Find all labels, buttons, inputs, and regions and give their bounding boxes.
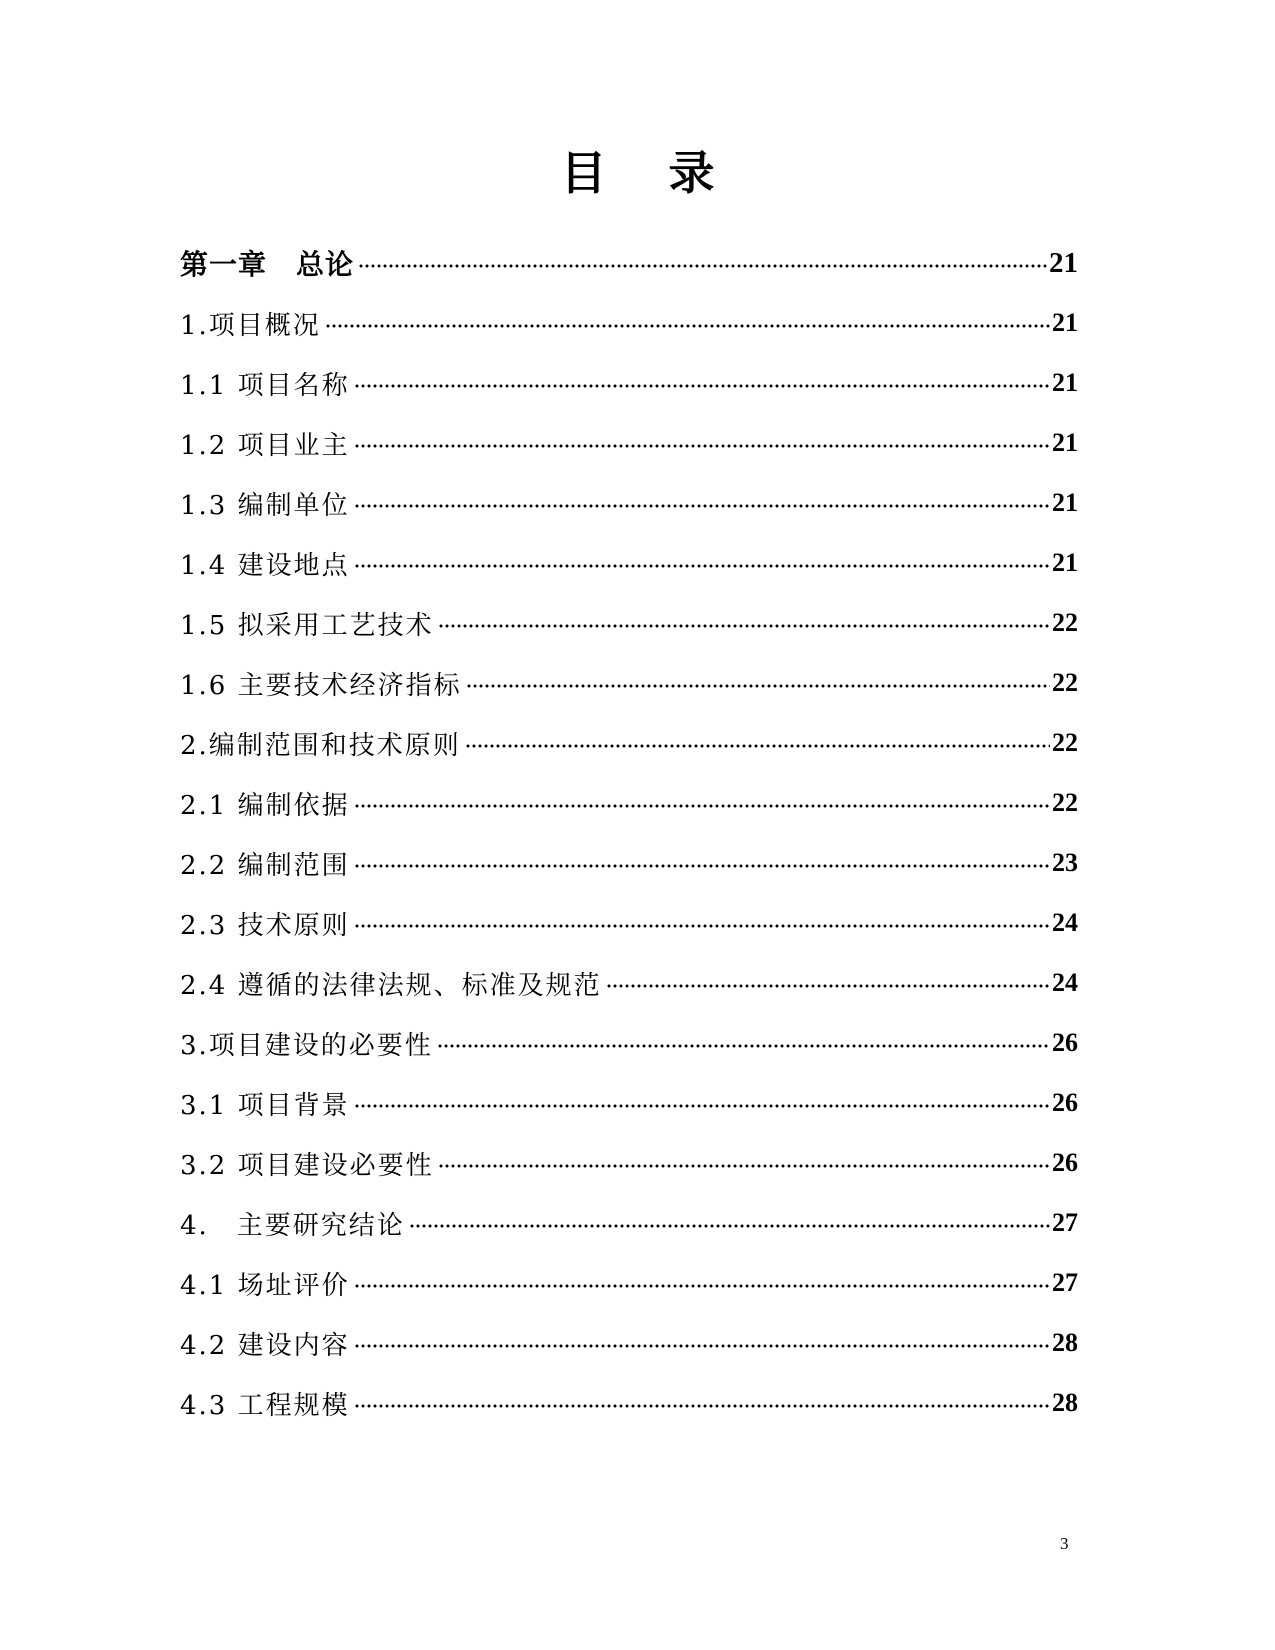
toc-entry (180, 353, 1078, 413)
toc-entry (180, 1313, 1078, 1373)
dot-leader (606, 982, 1050, 990)
toc-entry-page: 21 (1052, 308, 1078, 337)
toc-entry-page: 21 (1052, 488, 1078, 517)
dot-leader (437, 1042, 1050, 1050)
dot-leader (354, 862, 1050, 870)
toc-entry-label: 1.项目概况 (180, 310, 321, 341)
toc-entry-page: 21 (1052, 548, 1078, 577)
toc-entry (180, 653, 1078, 713)
dot-leader (466, 682, 1050, 690)
toc-entry (180, 1013, 1078, 1073)
page-number: 3 (1060, 1534, 1069, 1553)
toc-entry-label: 1.6 主要技术经济指标 (180, 670, 462, 701)
toc-entry (180, 893, 1078, 953)
toc-entry-label: 3.2 项目建设必要性 (180, 1150, 434, 1181)
dot-leader (354, 442, 1050, 450)
toc-entry (180, 833, 1078, 893)
dot-leader (354, 382, 1050, 390)
page-title: 目 录 (560, 146, 723, 200)
toc-entry-page: 22 (1052, 668, 1078, 697)
toc-entry-label: 2.编制范围和技术原则 (180, 730, 461, 761)
toc-entry-label: 1.3 编制单位 (180, 490, 350, 521)
toc-entry (180, 953, 1078, 1013)
dot-leader (409, 1222, 1050, 1230)
dot-leader (354, 1342, 1050, 1350)
toc-entry-page: 24 (1052, 908, 1078, 937)
toc-entry (180, 593, 1078, 653)
toc-entry-label: 第一章 总论 (180, 248, 355, 281)
toc-entry (180, 1133, 1078, 1193)
toc-entry-label: 4.2 建设内容 (180, 1330, 350, 1361)
toc-entry-page: 28 (1052, 1328, 1078, 1357)
toc-entry (180, 1373, 1078, 1433)
toc-entry (180, 1193, 1078, 1253)
toc-entry-label: 2.2 编制范围 (180, 850, 350, 881)
table-of-contents (180, 233, 1078, 1433)
dot-leader (358, 262, 1047, 270)
toc-entry-page: 21 (1052, 428, 1078, 457)
toc-entry-label: 1.2 项目业主 (180, 430, 350, 461)
toc-entry-label: 2.1 编制依据 (180, 790, 350, 821)
toc-entry-label: 4.1 场址评价 (180, 1270, 350, 1301)
toc-entry-label: 2.3 技术原则 (180, 910, 350, 941)
dot-leader (438, 622, 1050, 630)
dot-leader (354, 1282, 1050, 1290)
dot-leader (465, 742, 1050, 750)
toc-entry (180, 1073, 1078, 1133)
toc-entry (180, 713, 1078, 773)
dot-leader (354, 562, 1050, 570)
toc-entry-page: 22 (1052, 608, 1078, 637)
dot-leader (354, 1402, 1050, 1410)
toc-entry-page: 24 (1052, 968, 1078, 997)
toc-entry (180, 773, 1078, 833)
toc-entry-page: 22 (1052, 728, 1078, 757)
toc-entry-page: 26 (1052, 1148, 1078, 1177)
dot-leader (354, 922, 1050, 930)
toc-entry (180, 413, 1078, 473)
toc-entry-page: 21 (1049, 246, 1078, 279)
toc-entry-page: 26 (1052, 1028, 1078, 1057)
toc-entry-label: 1.1 项目名称 (180, 370, 350, 401)
toc-entry (180, 533, 1078, 593)
toc-entry (180, 233, 1078, 293)
toc-entry-page: 26 (1052, 1088, 1078, 1117)
toc-entry (180, 473, 1078, 533)
toc-entry-label: 3.项目建设的必要性 (180, 1030, 433, 1061)
toc-entry-label: 1.5 拟采用工艺技术 (180, 610, 434, 641)
dot-leader (354, 1102, 1050, 1110)
toc-entry-page: 27 (1052, 1268, 1078, 1297)
toc-entry-label: 4.3 工程规模 (180, 1390, 350, 1421)
toc-entry (180, 1253, 1078, 1313)
dot-leader (438, 1162, 1050, 1170)
toc-entry-label: 4. 主要研究结论 (180, 1210, 405, 1241)
toc-entry-label: 1.4 建设地点 (180, 550, 350, 581)
toc-entry-page: 28 (1052, 1388, 1078, 1417)
toc-entry-page: 27 (1052, 1208, 1078, 1237)
toc-entry-label: 2.4 遵循的法律法规、标准及规范 (180, 970, 602, 1001)
toc-entry (180, 293, 1078, 353)
toc-entry-page: 23 (1052, 848, 1078, 877)
toc-entry-page: 22 (1052, 788, 1078, 817)
dot-leader (354, 802, 1050, 810)
toc-entry-label: 3.1 项目背景 (180, 1090, 350, 1121)
dot-leader (354, 502, 1050, 510)
dot-leader (325, 322, 1050, 330)
toc-entry-page: 21 (1052, 368, 1078, 397)
